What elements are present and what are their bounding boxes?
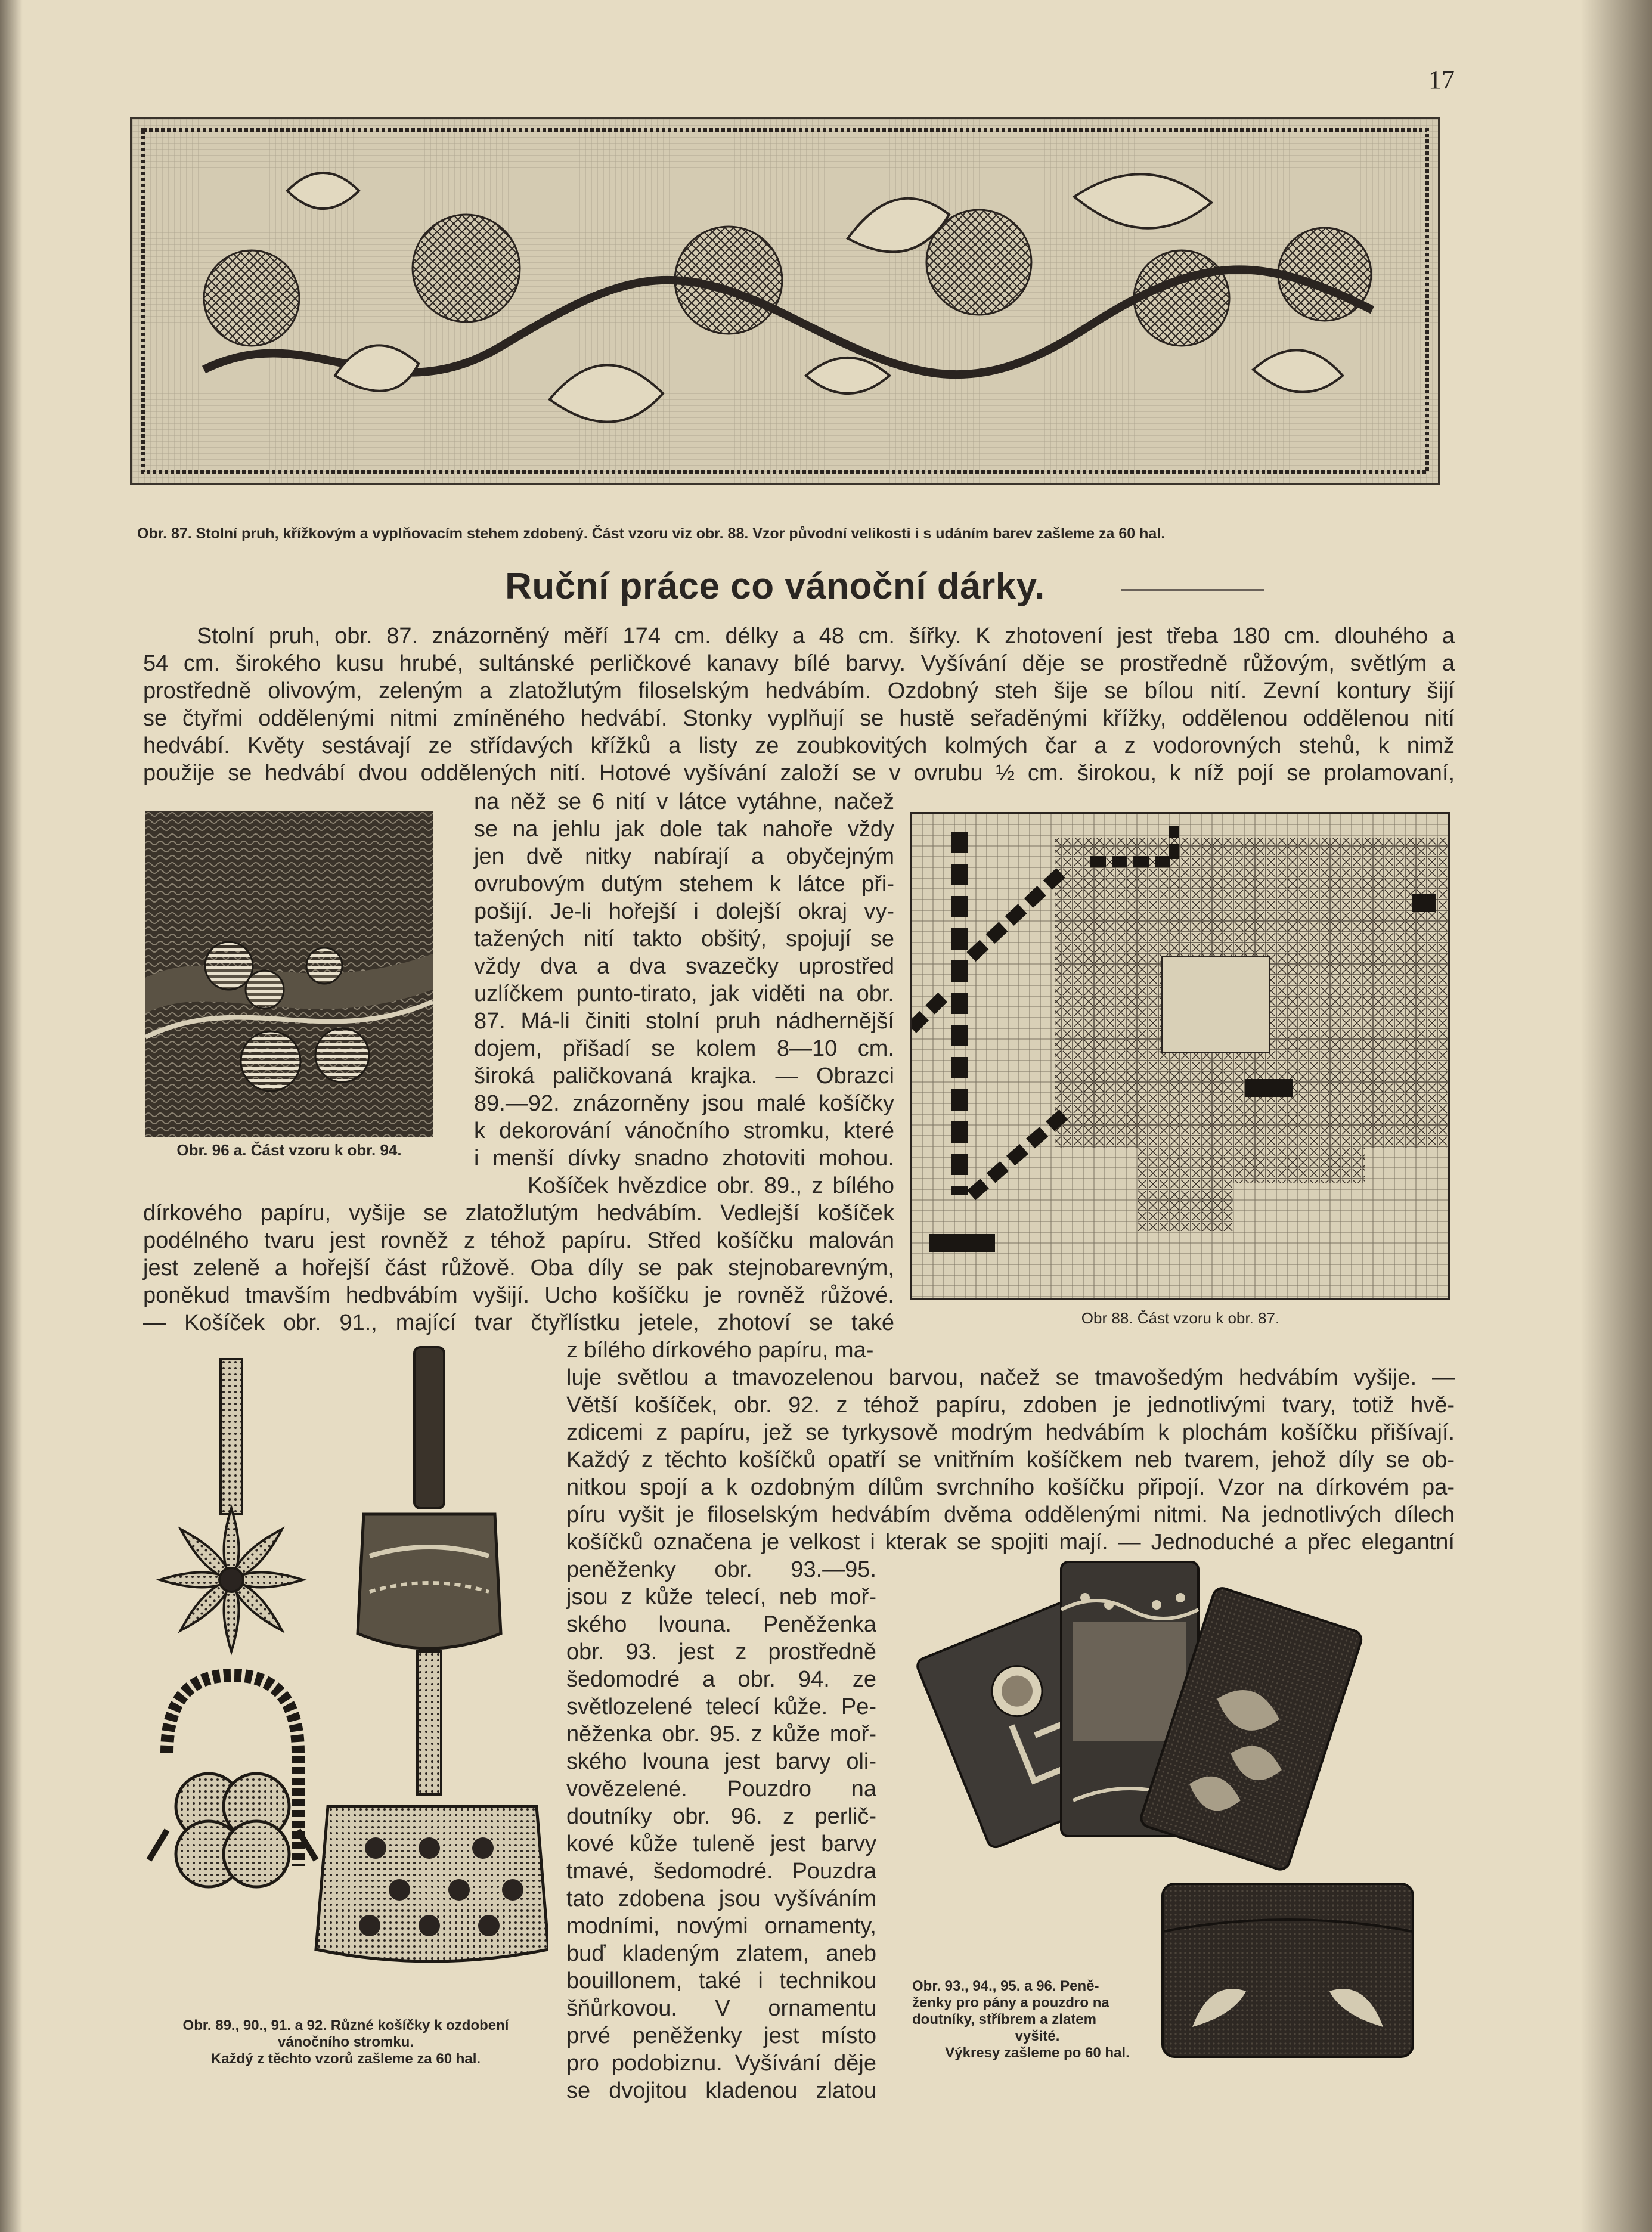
wide-line-2: podélného tvaru jest rovněž z téhož papíru. Střed košíčku malován	[143, 1228, 894, 1253]
narrow-line-18: prvé peněženky jest místo	[566, 2023, 876, 2048]
right-line-6: píru vyšit je filoselským hedvábím dvěma oddělenými nitmi. Na jednotlivých dílech	[566, 1502, 1455, 1527]
col-line-6: tažených nití takto obšitý, spojují se	[474, 926, 894, 951]
narrow-line-1: peněženky obr. 93.—95.	[566, 1557, 876, 1582]
col-line-11: široká paličkovaná krajka. — Obrazci	[474, 1064, 894, 1089]
figure-89-92-caption-2: vánočního stromku.	[277, 2034, 414, 2050]
figure-93-96-caption-5: Výkresy zašleme po 60 hal.	[945, 2045, 1130, 2061]
right-line-3: zdicemi z papíru, jež se tyrkysově modrým hedvábím k plochám košíčku přišívají.	[566, 1420, 1455, 1445]
intro-line-6: použije se hedvábí dvou oddělených nití. Hotové vyšívání založí se v ovrubu ½ cm. širokou, k níž pojí se prolamovaní,	[143, 761, 1455, 786]
col-line-7: vždy dva a dva svazečky uprostřed	[474, 954, 894, 979]
table-runner-illustration	[132, 119, 1438, 483]
col-line-8: uzlíčkem punto-tirato, jak viděti na obr.	[474, 981, 894, 1006]
right-line-7: košíčků označena je velkost i kterak se spojiti mají. — Jednoduché a přec elegantní	[566, 1530, 1455, 1555]
col-line-15: Košíček hvězdice obr. 89., z bílého	[528, 1173, 894, 1198]
narrow-line-5: šedomodré a obr. 94. ze	[566, 1667, 876, 1692]
article-title: Ruční práce co vánoční dárky.	[505, 566, 1045, 607]
title-rule	[1121, 589, 1264, 591]
figure-88-cross-stitch-chart	[910, 812, 1450, 1300]
figure-89-92-caption-3: Každý z těchto vzorů zašleme za 60 hal.	[210, 2051, 481, 2067]
figure-93-96-caption-4: vyšité.	[1015, 2028, 1060, 2044]
figure-88-caption: Obr 88. Část vzoru k obr. 87.	[1081, 1309, 1280, 1327]
narrow-line-13: tato zdobena jsou vyšíváním	[566, 1886, 876, 1911]
right-line-4: Každý z těchto košíčků opatří se vnitřním košíčkem neb tvarem, jehož díly se ob-	[566, 1447, 1455, 1472]
intro-line-5: hedvábí. Květy sestávají ze střídavých křížků a listy ze zoubkovitých kolmých čar a z vodorovných stehů, k nimž	[143, 733, 1455, 758]
col-line-5: pošijí. Je-li hořejší i dolejší okraj vy-	[474, 899, 894, 924]
intro-line-3: prostředně olivovým, zeleným a zlatožlutým filoselským hedvábím. Ozdobný steh šije se bílou nití. Zevní kontury šijí	[143, 678, 1455, 703]
col-line-2: se na jehlu jak dole tak nahoře vždy	[474, 817, 894, 842]
col-line-4: ovrubovým dutým stehem k látce při-	[474, 872, 894, 897]
col-line-9: 87. Má-li činiti stolní pruh nádhernější	[474, 1009, 894, 1034]
col-line-3: jen dvě nitky nabírají a obyčejným	[474, 844, 894, 869]
figure-89-92-baskets	[131, 1341, 548, 2015]
narrow-line-8: ského lvouna jest barvy oli-	[566, 1749, 876, 1774]
figure-93-96-caption-1: Obr. 93., 94., 95. a 96. Peně-	[912, 1978, 1099, 1994]
intro-line-1: Stolní pruh, obr. 87. znázorněný měří 174 cm. délky a 48 cm. šířky. K zhotovení jest třeba 180 cm. dlouhého a	[197, 624, 1455, 649]
narrow-line-10: doutníky obr. 96. z perlič-	[566, 1804, 876, 1829]
wide-line-4: poněkud tmavším hedbvábím vyšijí. Ucho košíčku je rovněž růžové.	[143, 1283, 894, 1308]
wide-line-5: — Košíček obr. 91., mající tvar čtyřlístku jetele, zhotoví se také	[143, 1310, 894, 1335]
col-line-1: na něž se 6 nití v látce vytáhne, načež	[474, 789, 894, 814]
cross-stitch-chart-illustration	[912, 814, 1448, 1298]
intro-line-2: 54 cm. širokého kusu hrubé, sultánské perličkové kanavy bílé barvy. Vyšívání děje se prostředně růžovým, světlým a	[143, 651, 1455, 676]
figure-96a-pattern	[145, 811, 433, 1137]
narrow-line-15: buď kladeným zlatem, aneb	[566, 1941, 876, 1966]
col-line-10: dojem, přišadí se kolem 8—10 cm.	[474, 1036, 894, 1061]
figure-87-caption: Obr. 87. Stolní pruh, křížkovým a vyplňovacím stehem zdobený. Část vzoru viz obr. 88. Vzor původní velikosti i s udáním barev zašleme za 60 hal.	[137, 525, 1166, 542]
pattern-96a-illustration	[145, 811, 433, 1137]
page-shadow-left	[0, 0, 23, 2232]
narrow-line-16: bouillonem, také i technikou	[566, 1968, 876, 1994]
right-line-5: nitkou spojí a k ozdobným dílům svrchního košíčku připojí. Vzor na dírkovém pa-	[566, 1475, 1455, 1500]
col-line-12: 89.—92. znázorněny jsou malé košíčky	[474, 1091, 894, 1116]
narrow-line-4: obr. 93. jest z prostředně	[566, 1639, 876, 1664]
narrow-line-20: se dvojitou kladenou zlatou	[566, 2078, 876, 2103]
narrow-line-14: modními, novými ornamenty,	[566, 1914, 876, 1939]
col-line-14: i menší dívky snadno zhotoviti mohou.	[474, 1146, 894, 1171]
baskets-illustration	[131, 1341, 548, 2015]
narrow-line-17: šňůrkovou. V ornamentu	[566, 1996, 876, 2021]
intro-line-4: se čtyřmi oddělenými nitmi zmíněného hedvábí. Stonky vyplňují se hustě seřaděnými křížky, oddělenou oddělenou nití	[143, 706, 1455, 731]
right-line-2: Větší košíček, obr. 92. z téhož papíru, zdoben je jednotlivými tvary, totiž hvě-	[566, 1393, 1455, 1418]
figure-93-96-caption-2: ženky pro pány a pouzdro na	[912, 1995, 1109, 2011]
wide-line-6: z bílého dírkového papíru, ma-	[566, 1338, 874, 1363]
figure-89-92-caption-1: Obr. 89., 90., 91. a 92. Různé košíčky k ozdobení	[182, 2017, 509, 2033]
narrow-line-2: jsou z kůže telecí, neb moř-	[566, 1585, 876, 1610]
narrow-line-3: ského lvouna. Peněženka	[566, 1612, 876, 1637]
narrow-line-6: světlozelené telecí kůže. Pe-	[566, 1694, 876, 1719]
narrow-line-12: tmavé, šedomodré. Pouzdra	[566, 1859, 876, 1884]
page-shadow-right	[1580, 0, 1652, 2232]
col-line-13: k dekorování vánočního stromku, které	[474, 1118, 894, 1143]
wide-line-3: jest zeleně a hořejší část růžově. Oba díly se pak stejnobarevným,	[143, 1256, 894, 1281]
narrow-line-11: kové kůže tuleně jest barvy	[566, 1831, 876, 1856]
right-line-1: luje světlou a tmavozelenou barvou, načež se tmavošedým hedvábím vyšije. —	[566, 1365, 1455, 1390]
narrow-line-7: něženka obr. 95. z kůže moř-	[566, 1722, 876, 1747]
page-number: 17	[1428, 65, 1455, 94]
wide-line-1: dírkového papíru, vyšije se zlatožlutým hedvábím. Vedlejší košíček	[143, 1201, 894, 1226]
figure-87-table-runner	[130, 117, 1440, 485]
figure-96a-caption: Obr. 96 a. Část vzoru k obr. 94.	[176, 1141, 402, 1159]
narrow-line-9: vovězelené. Pouzdro na	[566, 1777, 876, 1802]
narrow-line-19: pro podobiznu. Vyšívání děje	[566, 2051, 876, 2076]
figure-93-96-caption-3: doutníky, stříbrem a zlatem	[912, 2011, 1096, 2028]
